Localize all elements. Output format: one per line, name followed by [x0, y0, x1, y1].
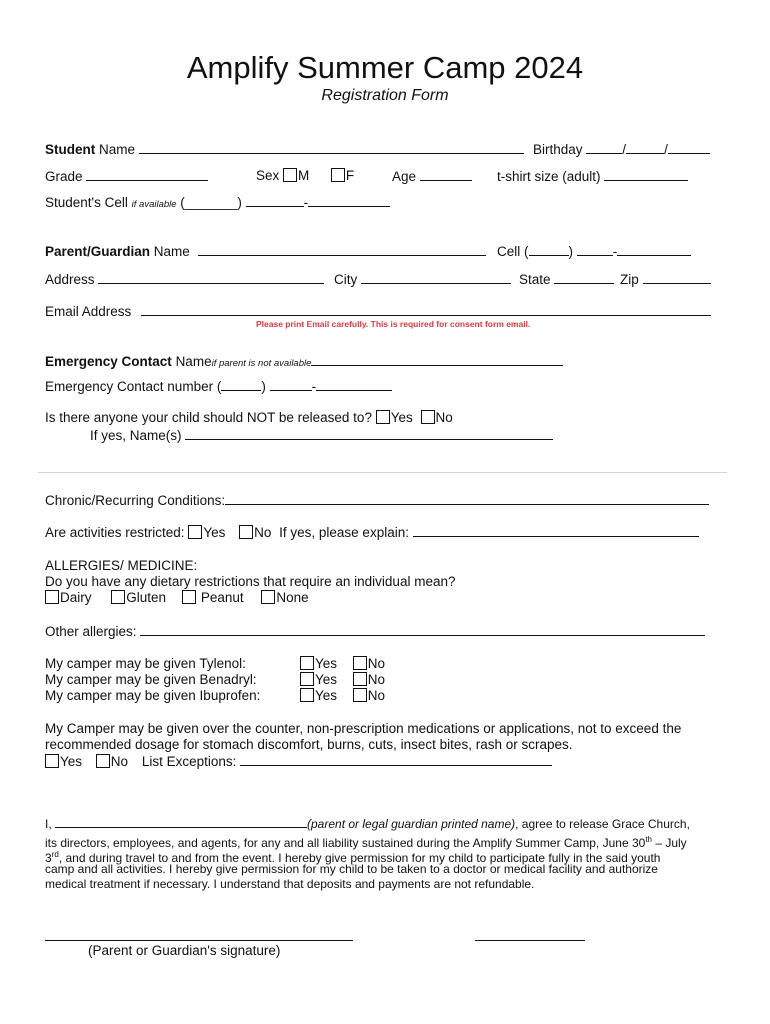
release-yes-checkbox[interactable] — [376, 410, 390, 424]
release-row — [45, 410, 453, 426]
zip-field[interactable] — [643, 271, 711, 284]
diet-peanut-checkbox[interactable] — [182, 590, 196, 604]
city-field[interactable] — [361, 271, 511, 284]
address-field[interactable] — [98, 271, 324, 284]
sex-label: Sex — [256, 168, 280, 183]
email-field[interactable] — [141, 303, 711, 316]
med-ibuprofen-options — [300, 688, 385, 704]
diet-none-label: None — [276, 590, 309, 605]
ibuprofen-yes-label: Yes — [315, 688, 338, 703]
parent-cell-area-field[interactable] — [529, 243, 569, 256]
student-cell-area-code[interactable]: (_______) — [180, 195, 242, 210]
restricted-row — [45, 524, 699, 541]
release-no-checkbox[interactable] — [421, 410, 435, 424]
benadryl-no-label: No — [367, 672, 386, 687]
ibuprofen-no-label: No — [367, 688, 386, 703]
emergency-name-label: Name — [175, 354, 212, 369]
list-exceptions-label: List Exceptions: — [141, 754, 237, 769]
other-allergies-label: Other allergies: — [45, 624, 137, 639]
date-line[interactable] — [475, 940, 585, 941]
birthday-month-field[interactable] — [586, 141, 622, 154]
otc-no-checkbox[interactable] — [96, 754, 110, 768]
email-note: Please print Email carefully. This is required for consent form email. — [256, 319, 531, 329]
release-no-label: No — [435, 410, 453, 425]
tshirt-label: t-shirt size (adult) — [497, 169, 601, 184]
student-cell-row: Student's Cell if available (_______) - — [45, 194, 390, 213]
consent-line5: medical treatment if necessary. I understand that deposits and payments are not refundable. — [45, 877, 535, 891]
emergency-number-row: Emergency Contact number ( ) - — [45, 378, 392, 395]
student-label: Student — [45, 142, 96, 157]
zip-label: Zip — [620, 272, 639, 287]
sex-m-label: M — [298, 168, 310, 183]
consent-line2-text: its directors, employees, and agents, for any and all liability sustained during the Amplify Summer Camp, June 30 — [45, 836, 646, 850]
consent-printed-name-note: (parent or legal guardian printed name) — [307, 817, 516, 831]
student-cell-note: if available — [131, 199, 177, 210]
allergies-heading: ALLERGIES/ MEDICINE: — [45, 558, 198, 573]
diet-gluten-label: Gluten — [126, 590, 167, 605]
otc-yes-checkbox[interactable] — [45, 754, 59, 768]
release-names-field[interactable] — [185, 427, 553, 440]
parent-cell-number-field[interactable] — [617, 243, 691, 256]
consent-printed-name-field[interactable] — [55, 816, 307, 828]
diet-dairy-label: Dairy — [60, 590, 92, 605]
consent-line4: camp and all activities. I hereby give permission for my child to be taken to a doctor or medical facility and authorize — [45, 862, 658, 876]
restricted-label: Are activities restricted: — [45, 525, 185, 540]
otc-text-line2: recommended dosage for stomach discomfort, burns, cuts, insect bites, rash or scrapes. — [45, 737, 573, 752]
email-row — [45, 303, 711, 320]
emergency-name-note: if parent is not available — [211, 358, 312, 369]
page-title: Amplify Summer Camp 2024 — [186, 50, 584, 85]
med-label-benadryl: My camper may be given Benadryl: — [45, 672, 257, 687]
otc-options-row — [45, 753, 552, 770]
parent-cell-row: Cell ( ) - — [497, 243, 691, 260]
parent-name-field[interactable] — [198, 243, 486, 256]
restricted-no-label: No — [254, 525, 272, 540]
state-field[interactable] — [554, 271, 614, 284]
sex-f-checkbox[interactable] — [331, 168, 345, 182]
consent-line3-num: 3 — [45, 851, 52, 865]
student-cell-number-field[interactable] — [308, 194, 390, 207]
city-label: City — [334, 272, 358, 287]
emergency-name-row — [45, 353, 563, 372]
emergency-number-label: Emergency Contact number — [45, 379, 214, 394]
emergency-number-field[interactable] — [316, 378, 392, 391]
birthday-year-field[interactable] — [668, 141, 710, 154]
student-name-row — [45, 141, 524, 158]
consent-line2-sup: th — [645, 835, 652, 844]
ibuprofen-yes-checkbox[interactable] — [300, 688, 314, 702]
tshirt-row — [497, 168, 688, 185]
emergency-name-field[interactable] — [311, 353, 563, 366]
state-row — [519, 271, 614, 288]
section-divider — [38, 472, 727, 473]
benadryl-no-checkbox[interactable] — [353, 672, 367, 686]
emergency-prefix-field[interactable] — [270, 378, 312, 391]
sex-f-label: F — [345, 168, 355, 183]
diet-peanut-label: Peanut — [200, 590, 244, 605]
diet-none-checkbox[interactable] — [261, 590, 275, 604]
emergency-area-field[interactable] — [221, 378, 261, 391]
sex-m-checkbox[interactable] — [283, 168, 297, 182]
student-cell-prefix-field[interactable] — [246, 194, 304, 207]
zip-row — [620, 271, 711, 288]
restricted-yes-label: Yes — [203, 525, 226, 540]
student-name-label: Name — [99, 142, 136, 157]
diet-options-row — [45, 590, 309, 606]
consent-line2-end: – July — [651, 836, 687, 850]
tylenol-no-label: No — [367, 656, 386, 671]
parent-label: Parent/Guardian — [45, 244, 151, 259]
release-yes-label: Yes — [390, 410, 413, 425]
other-allergies-row — [45, 623, 705, 640]
list-exceptions-field[interactable] — [240, 753, 552, 766]
age-field[interactable] — [420, 168, 472, 181]
tylenol-no-checkbox[interactable] — [353, 656, 367, 670]
med-tylenol-options — [300, 656, 385, 672]
birthday-row: Birthday / / — [533, 141, 710, 158]
grade-row — [45, 168, 208, 185]
consent-line1-rest: , agree to release Grace Church, — [515, 817, 690, 831]
parent-name-row — [45, 243, 486, 260]
diet-gluten-checkbox[interactable] — [111, 590, 125, 604]
student-cell-label: Student's Cell — [45, 195, 128, 210]
chronic-label: Chronic/Recurring Conditions: — [45, 493, 226, 508]
release-names-label: If yes, Name(s) — [90, 428, 182, 443]
ibuprofen-no-checkbox[interactable] — [353, 688, 367, 702]
age-label: Age — [392, 169, 417, 184]
explain-label: If yes, please explain: — [279, 525, 409, 540]
emergency-label: Emergency Contact — [45, 354, 172, 369]
grade-label: Grade — [45, 169, 83, 184]
med-label-ibuprofen: My camper may be given Ibuprofen: — [45, 688, 261, 703]
age-row — [392, 168, 472, 185]
student-name-field[interactable] — [139, 141, 524, 154]
tshirt-field[interactable] — [604, 168, 688, 181]
restricted-yes-checkbox[interactable] — [188, 525, 202, 539]
address-label: Address — [45, 272, 95, 287]
med-benadryl-options — [300, 672, 385, 688]
dietary-question: Do you have any dietary restrictions that require an individual mean? — [45, 574, 456, 589]
city-row — [334, 271, 511, 288]
parent-cell-prefix-field[interactable] — [577, 243, 613, 256]
signature-label: (Parent or Guardian's signature) — [88, 943, 281, 958]
benadryl-yes-label: Yes — [315, 672, 338, 687]
med-label-tylenol: My camper may be given Tylenol: — [45, 656, 246, 671]
tylenol-yes-label: Yes — [315, 656, 338, 671]
parent-name-label: Name — [153, 244, 190, 259]
address-row — [45, 271, 324, 288]
chronic-row — [45, 492, 709, 509]
parent-cell-label: Cell — [497, 244, 521, 259]
tylenol-yes-checkbox[interactable] — [300, 656, 314, 670]
state-label: State — [519, 272, 551, 287]
diet-dairy-checkbox[interactable] — [45, 590, 59, 604]
benadryl-yes-checkbox[interactable] — [300, 672, 314, 686]
explain-field[interactable] — [413, 524, 699, 537]
consent-line3-sup: rd — [51, 850, 59, 859]
sex-row — [256, 168, 354, 184]
otc-no-label: No — [110, 754, 129, 769]
signature-line[interactable] — [45, 940, 353, 941]
consent-line3-text: , and during travel to and from the event. I hereby give permission for my child to participate fully in the said youth — [58, 851, 661, 865]
birthday-label: Birthday — [533, 142, 583, 157]
otc-text-line1: My Camper may be given over the counter, non-prescription medications or applications, not to exceed the — [45, 721, 682, 736]
other-allergies-field[interactable] — [140, 623, 705, 636]
otc-yes-label: Yes — [60, 754, 83, 769]
release-names-row — [90, 427, 553, 444]
consent-line1 — [45, 816, 690, 832]
consent-i: I, — [45, 817, 52, 831]
email-label: Email Address — [45, 304, 132, 319]
release-question: Is there anyone your child should NOT be released to? — [45, 410, 372, 425]
chronic-field[interactable] — [225, 492, 709, 505]
restricted-no-checkbox[interactable] — [239, 525, 253, 539]
grade-field[interactable] — [86, 168, 208, 181]
birthday-day-field[interactable] — [626, 141, 664, 154]
page-subtitle: Registration Form — [321, 87, 449, 104]
